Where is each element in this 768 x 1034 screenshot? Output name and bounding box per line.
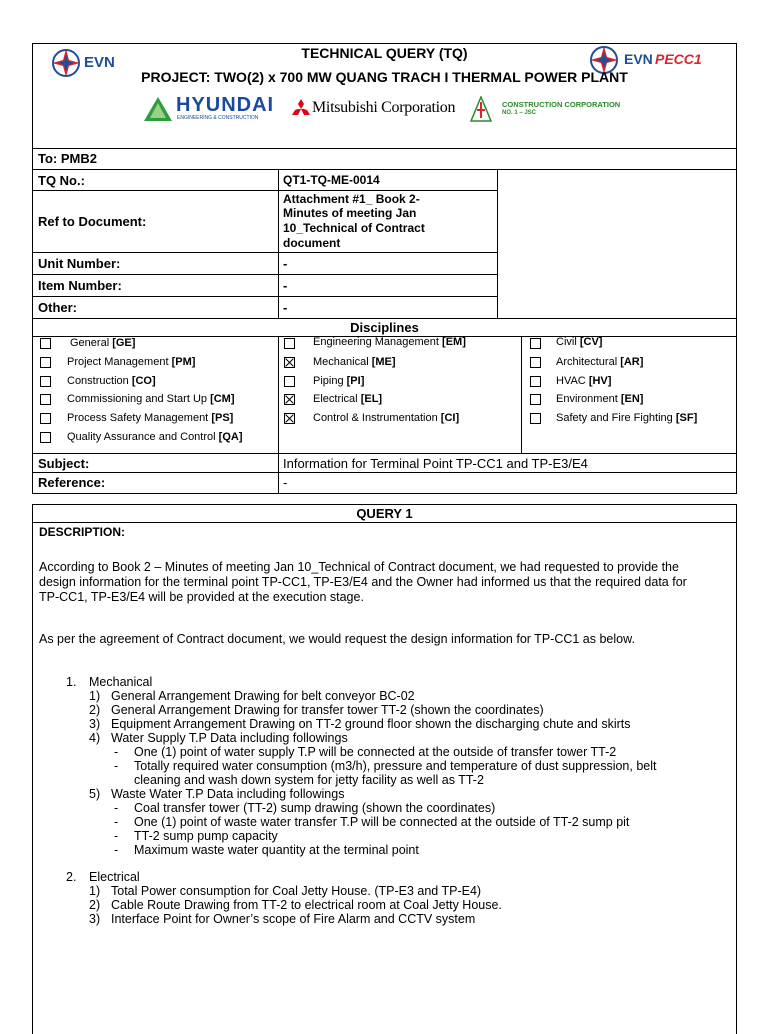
cc1-emblem-icon (470, 96, 492, 122)
ref-document-label: Ref to Document: (38, 214, 147, 229)
mitsubishi-logo (291, 98, 461, 124)
checkbox-safety-fire-fighting[interactable] (530, 413, 541, 424)
description-line-3: TP-CC1, TP-E3/E4 will be provided at the execution stage. (39, 590, 364, 604)
evnpecc1-logo-text-a: EVN (624, 51, 653, 67)
query-title: QUERY 1 (356, 506, 413, 521)
query-list-line: Mechanical (89, 675, 153, 689)
query-list-line: One (1) point of water supply T.P will be connected at the outside of transfer tower TT-2 (134, 745, 617, 759)
query-list-line: 1) (89, 884, 101, 898)
tq-number-label: TQ No.: (38, 173, 85, 188)
query-list-line: Waste Water T.P Data including followings (111, 787, 345, 801)
query-list-line: - (114, 759, 119, 773)
unit-number-value: - (283, 256, 288, 271)
unit-number-label: Unit Number: (38, 256, 121, 271)
reference-label: Reference: (38, 475, 106, 490)
subject-value: Information for Terminal Point TP-CC1 and TP-E3/E4 (283, 456, 588, 471)
query-list-line: 1) (89, 689, 101, 703)
query-list-line: cleaning and wash down system for jetty facility as well as TT-2 (134, 773, 484, 787)
query-list-line: 4) (89, 731, 101, 745)
checkbox-commissioning[interactable] (40, 394, 51, 405)
ref-document-value-4: document (283, 236, 341, 250)
query-list-line: Maximum waste water quantity at the terminal point (134, 843, 419, 857)
project-title: PROJECT: TWO(2) x 700 MW QUANG TRACH I THERMAL POWER PLANT (141, 69, 628, 85)
reference-value: - (283, 475, 288, 490)
query-list-line: Equipment Arrangement Drawing on TT-2 ground floor shown the discharging chute and skirts (111, 717, 631, 731)
checkbox-electrical[interactable] (284, 394, 295, 405)
query-list-line: Total Power consumption for Coal Jetty House. (TP-E3 and TP-E4) (111, 884, 482, 898)
query-list-line: Totally required water consumption (m3/h), pressure and temperature of dust suppression, belt (134, 759, 657, 773)
other-value: - (283, 300, 288, 315)
query-list-line: 2) (89, 898, 101, 912)
description-line-1: According to Book 2 – Minutes of meeting Jan 10_Technical of Contract document, we had requested to provide the (39, 560, 679, 574)
checkbox-control-instrumentation[interactable] (284, 413, 295, 424)
checkbox-quality-assurance[interactable] (40, 432, 51, 443)
query-list-line: Interface Point for Owner’s scope of Fire Alarm and CCTV system (111, 912, 476, 926)
subject-label: Subject: (38, 456, 90, 471)
query-list-line: 3) (89, 912, 101, 926)
evn-logo-text: EVN (84, 54, 115, 71)
tq-number-value: QT1-TQ-ME-0014 (283, 173, 380, 187)
query-list-line: - (114, 815, 119, 829)
ref-document-value-2: Minutes of meeting Jan (283, 206, 417, 220)
checkbox-architectural[interactable] (530, 357, 541, 368)
checkbox-mechanical[interactable] (284, 357, 295, 368)
checkbox-general[interactable] (40, 338, 51, 349)
query-list-line: - (114, 843, 119, 857)
hyundai-logo-subtext: ENGINEERING & CONSTRUCTION (177, 115, 259, 121)
query-list-line: 2) (89, 703, 101, 717)
query-list-line: 1. (66, 675, 77, 689)
cc1-logo-text-a: CONSTRUCTION CORPORATION (502, 100, 621, 109)
checkbox-piping[interactable] (284, 376, 295, 387)
cc1-logo (470, 96, 630, 124)
agreement-paragraph: As per the agreement of Contract document, we would request the design information for TP-CC1 as below. (39, 632, 635, 646)
query-list-line: General Arrangement Drawing for belt conveyor BC-02 (111, 689, 415, 703)
item-number-value: - (283, 278, 288, 293)
hyundai-logo (143, 96, 283, 124)
query-list-line: - (114, 801, 119, 815)
query-list-line: Water Supply T.P Data including followings (111, 731, 348, 745)
query-list-line: 3) (89, 717, 101, 731)
checkbox-hvac[interactable] (530, 376, 541, 387)
query-list-line: - (114, 745, 119, 759)
ref-document-value-1: Attachment #1_ Book 2- (283, 192, 420, 206)
checkbox-construction[interactable] (40, 376, 51, 387)
query-list-line: Electrical (89, 870, 140, 884)
ref-document-value-3: 10_Technical of Contract (283, 221, 425, 235)
checkbox-environment[interactable] (530, 394, 541, 405)
query-list-line: TT-2 sump pump capacity (134, 829, 278, 843)
query-list-line: 2. (66, 870, 77, 884)
cc1-logo-text-b: NO. 1 – JSC (502, 110, 537, 116)
query-list-line: One (1) point of waste water transfer T.P will be connected at the outside of TT-2 sump pit (134, 815, 630, 829)
hyundai-logo-text: HYUNDAI (176, 94, 275, 116)
query-list-line: Coal transfer tower (TT-2) sump drawing (shown the coordinates) (134, 801, 496, 815)
mitsubishi-logo-text: Mitsubishi Corporation (312, 99, 456, 116)
hyundai-triangle-icon (143, 96, 173, 122)
other-label: Other: (38, 300, 77, 315)
query-list-line: General Arrangement Drawing for transfer tower TT-2 (shown the coordinates) (111, 703, 544, 717)
checkbox-engineering-management[interactable] (284, 338, 295, 349)
description-label: DESCRIPTION: (39, 525, 126, 539)
disciplines-heading: Disciplines (350, 320, 419, 335)
description-line-2: design information for the terminal point TP-CC1, TP-E3/E4 and the Owner had informed us that the required data for (39, 575, 687, 589)
query-list-line: 5) (89, 787, 101, 801)
item-number-label: Item Number: (38, 278, 122, 293)
query-list-line: Cable Route Drawing from TT-2 to electrical room at Coal Jetty House. (111, 898, 502, 912)
checkbox-project-management[interactable] (40, 357, 51, 368)
checkbox-process-safety[interactable] (40, 413, 51, 424)
query-list-line: - (114, 829, 119, 843)
evnpecc1-logo-text-b: PECC1 (655, 51, 702, 67)
mitsubishi-diamonds-icon (291, 99, 311, 117)
to-label: To: PMB2 (38, 151, 97, 166)
checkbox-civil[interactable] (530, 338, 541, 349)
tq-title: TECHNICAL QUERY (TQ) (301, 45, 468, 61)
